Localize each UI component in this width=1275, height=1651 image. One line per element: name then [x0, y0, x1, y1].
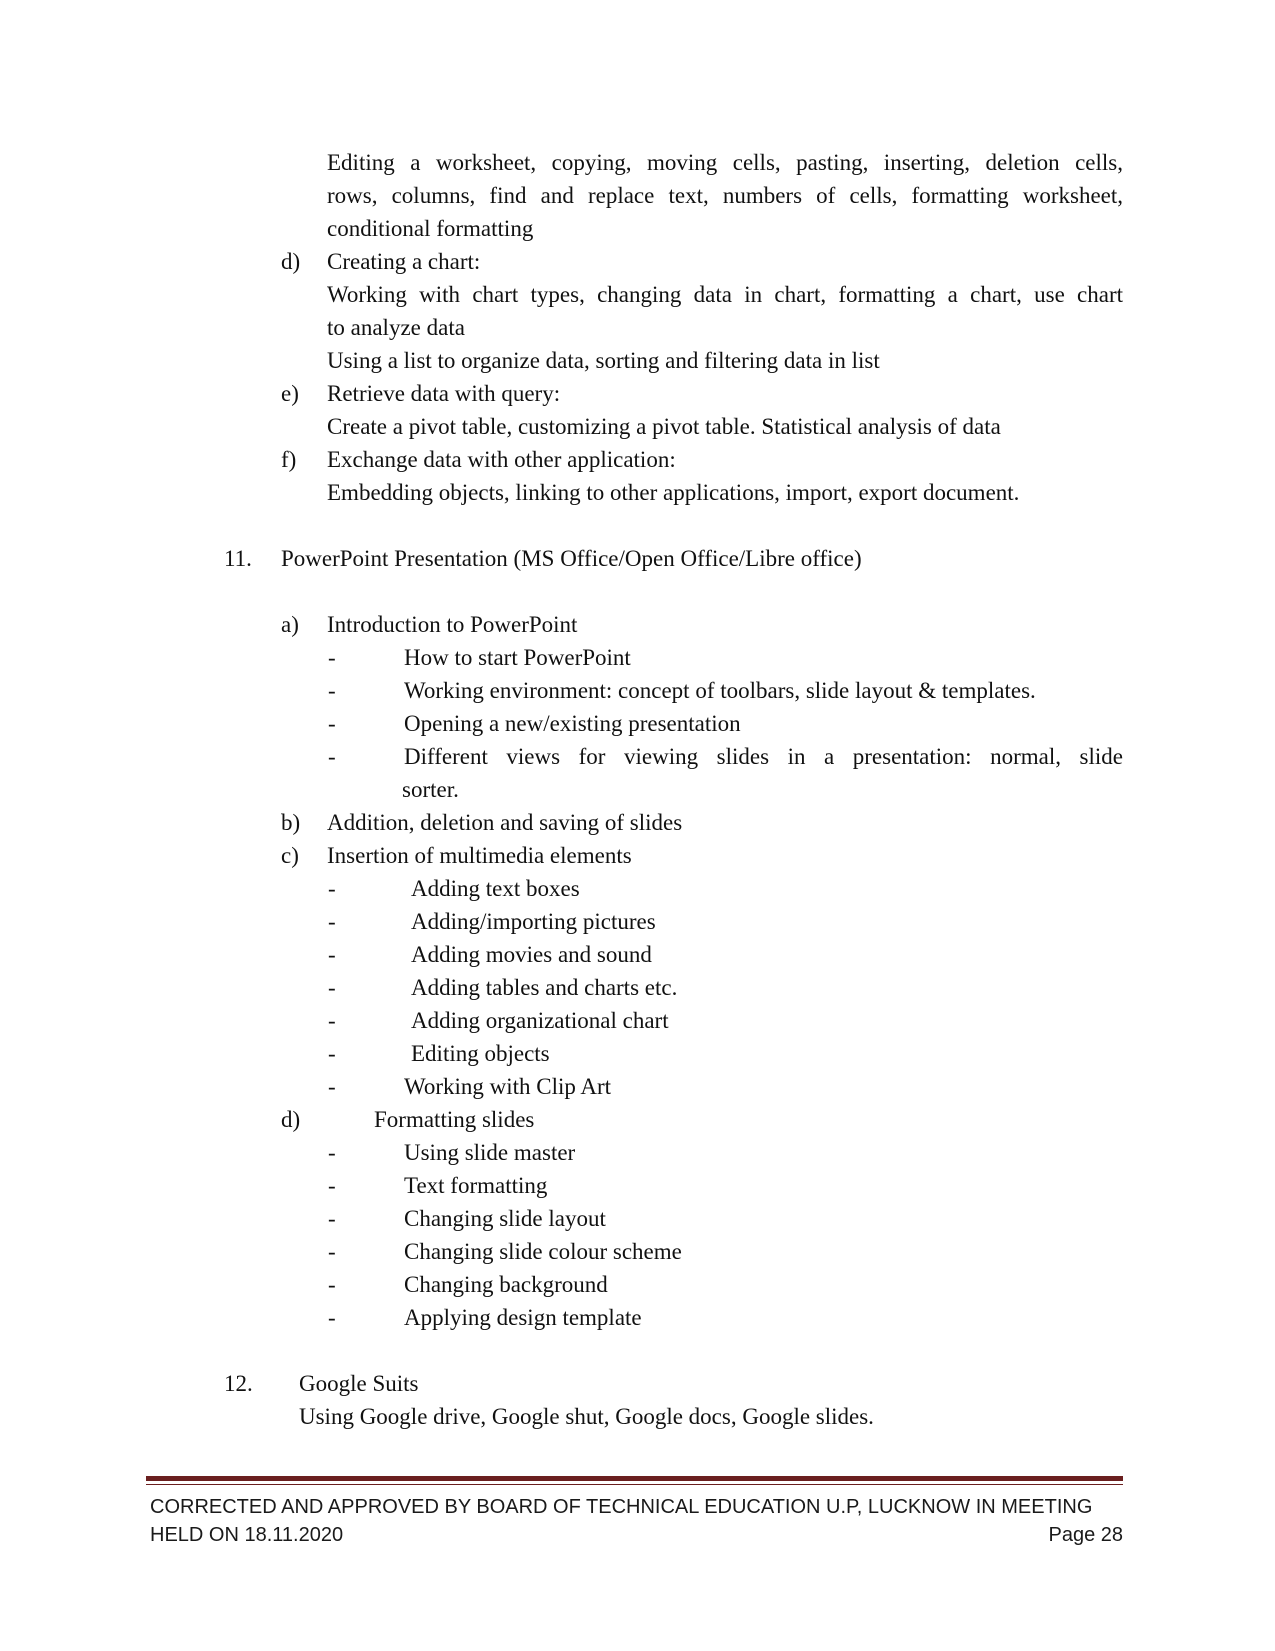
bullet-item: Adding text boxes [411, 876, 580, 901]
bullet-dash: - [328, 1272, 336, 1297]
bullet-item: Changing slide layout [404, 1206, 606, 1231]
section-number: 11. [224, 546, 252, 571]
body-text-line: Create a pivot table, customizing a pivot table. Statistical analysis of data [327, 414, 1001, 439]
bullet-dash: - [328, 1041, 336, 1066]
bullet-dash: - [328, 711, 336, 736]
bullet-dash: - [328, 909, 336, 934]
section-title: PowerPoint Presentation (MS Office/Open Office/Libre office) [281, 546, 862, 571]
bullet-dash: - [328, 1305, 336, 1330]
list-item-title: Creating a chart: [327, 249, 481, 274]
bullet-item: Editing objects [411, 1041, 550, 1066]
bullet-item: Adding tables and charts etc. [411, 975, 678, 1000]
list-item-title: Introduction to PowerPoint [327, 612, 578, 637]
bullet-item: Text formatting [404, 1173, 548, 1198]
bullet-dash: - [328, 1074, 336, 1099]
bullet-item: Changing background [404, 1272, 608, 1297]
bullet-item: Adding/importing pictures [411, 909, 656, 934]
body-text-line: Working with chart types, changing data in chart, formatting a chart, use chart [327, 282, 1123, 307]
list-marker: b) [281, 810, 301, 835]
bullet-dash: - [328, 645, 336, 670]
bullet-item: Different views for viewing slides in a presentation: normal, slide [404, 744, 1123, 769]
bullet-dash: - [328, 1239, 336, 1264]
list-item-title: Formatting slides [374, 1107, 535, 1132]
list-item-title: Insertion of multimedia elements [327, 843, 632, 868]
bullet-item: How to start PowerPoint [404, 645, 631, 670]
list-item-title: Addition, deletion and saving of slides [327, 810, 683, 835]
list-marker: a) [281, 612, 299, 637]
bullet-item: Working environment: concept of toolbars, slide layout & templates. [404, 678, 1036, 703]
list-item-title: Exchange data with other application: [327, 447, 676, 472]
bullet-item: Using slide master [404, 1140, 576, 1165]
bullet-item: Opening a new/existing presentation [404, 711, 741, 736]
body-text-line: Using Google drive, Google shut, Google docs, Google slides. [299, 1404, 874, 1429]
bullet-item: Adding organizational chart [411, 1008, 669, 1033]
bullet-dash: - [328, 744, 336, 769]
page-number: Page 28 [1048, 1524, 1123, 1546]
bullet-item: Changing slide colour scheme [404, 1239, 682, 1264]
body-text-line: Using a list to organize data, sorting and filtering data in list [327, 348, 880, 373]
list-marker: d) [281, 249, 301, 274]
list-marker: f) [281, 447, 297, 472]
list-item-title: Retrieve data with query: [327, 381, 561, 406]
list-marker: c) [281, 843, 299, 868]
section-number: 12. [224, 1371, 253, 1396]
bullet-dash: - [328, 942, 336, 967]
footer-approval-text: CORRECTED AND APPROVED BY BOARD OF TECHNICAL EDUCATION U.P, LUCKNOW IN MEETING [150, 1496, 1093, 1518]
bullet-item: Working with Clip Art [404, 1074, 612, 1099]
footer-rule-thick [146, 1476, 1123, 1481]
bullet-dash: - [328, 1173, 336, 1198]
list-marker: e) [281, 381, 299, 406]
bullet-dash: - [328, 1008, 336, 1033]
body-text-line: conditional formatting [327, 216, 534, 241]
footer-rule-thin [146, 1484, 1123, 1485]
bullet-dash: - [328, 1140, 336, 1165]
bullet-item: Adding movies and sound [411, 942, 652, 967]
body-text-line: to analyze data [327, 315, 465, 340]
footer-approval-date: HELD ON 18.11.2020 [150, 1524, 344, 1546]
body-text-line: Embedding objects, linking to other applications, import, export document. [327, 480, 1020, 505]
bullet-dash: - [328, 975, 336, 1000]
body-text-line: rows, columns, find and replace text, numbers of cells, formatting worksheet, [327, 183, 1123, 208]
bullet-item-continuation: sorter. [402, 777, 459, 802]
section-title: Google Suits [299, 1371, 419, 1396]
bullet-item: Applying design template [404, 1305, 642, 1330]
bullet-dash: - [328, 876, 336, 901]
body-text-line: Editing a worksheet, copying, moving cells, pasting, inserting, deletion cells, [327, 150, 1123, 175]
list-marker: d) [281, 1107, 301, 1132]
bullet-dash: - [328, 678, 336, 703]
bullet-dash: - [328, 1206, 336, 1231]
